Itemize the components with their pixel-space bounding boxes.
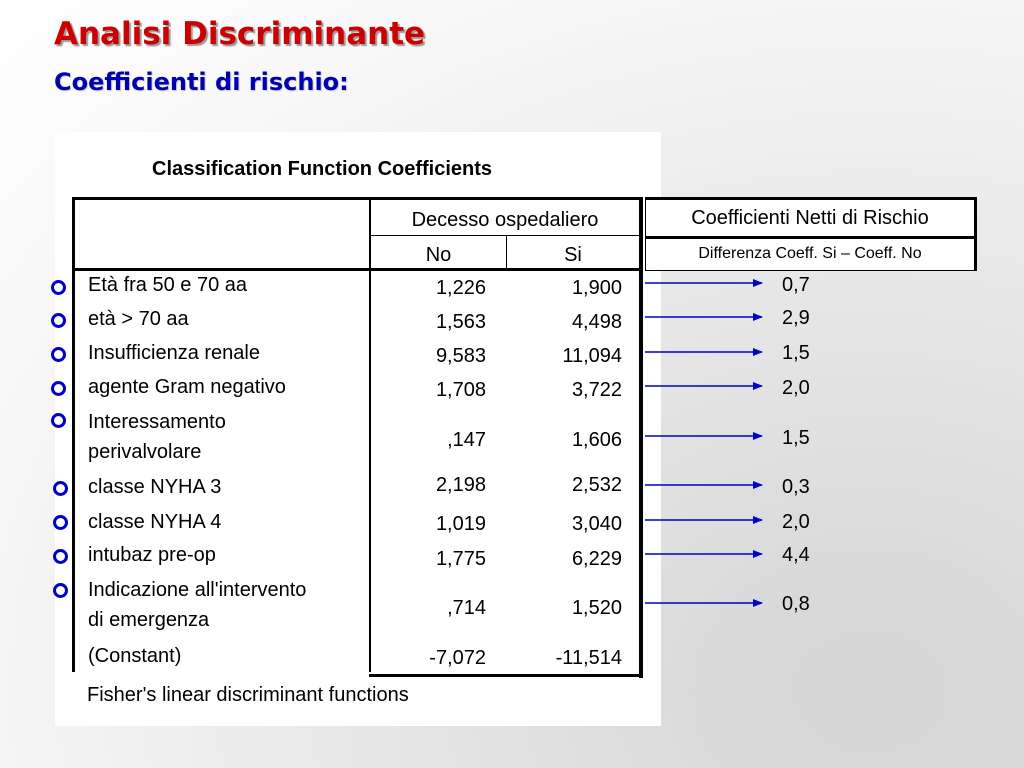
circle-bullet-icon <box>53 549 68 564</box>
value-si: 1,520 <box>571 597 622 619</box>
row-label: Insufficienza renale <box>88 342 260 364</box>
value-no: 1,775 <box>435 548 486 570</box>
net-value: 0,7 <box>782 274 810 296</box>
row-label-line2: di emergenza <box>88 609 210 631</box>
value-si: 2,532 <box>571 474 622 496</box>
row-label: Indicazione all'intervento <box>88 579 307 601</box>
row-label: Età fra 50 e 70 aa <box>88 274 248 296</box>
constant-si: -11,514 <box>555 647 622 669</box>
value-no: 1,226 <box>435 277 486 299</box>
row-label: classe NYHA 4 <box>88 511 222 533</box>
column-header-no: No <box>425 244 452 266</box>
circle-bullet-icon <box>51 313 66 328</box>
table-top-border <box>72 197 643 200</box>
column-header-si: Si <box>564 244 582 266</box>
value-no: ,147 <box>447 429 486 451</box>
group-header-underline <box>369 235 641 236</box>
circle-bullet-icon <box>53 481 68 496</box>
circle-bullet-icon <box>51 381 66 396</box>
row-label: intubaz pre-op <box>88 544 216 566</box>
circle-bullet-icon <box>51 347 66 362</box>
value-si: 3,040 <box>571 513 622 535</box>
net-value: 2,0 <box>782 377 810 399</box>
value-si: 1,900 <box>571 277 622 299</box>
net-coefficients-subheader: Differenza Coeff. Si – Coeff. No <box>698 245 922 262</box>
net-value: 2,0 <box>782 511 810 533</box>
row-label: età > 70 aa <box>88 308 189 330</box>
net-value: 4,4 <box>782 544 810 566</box>
value-si: 1,606 <box>571 429 622 451</box>
value-no: 1,019 <box>435 513 486 535</box>
value-no: 1,708 <box>435 379 486 401</box>
net-value: 1,5 <box>782 427 810 449</box>
constant-no: -7,072 <box>429 647 486 669</box>
group-header: Decesso ospedaliero <box>411 209 599 231</box>
page-title: Analisi Discriminante <box>54 16 426 52</box>
value-si: 3,722 <box>571 379 622 401</box>
table-caption: Classification Function Coefficients <box>152 158 493 180</box>
value-no: ,714 <box>447 597 486 619</box>
value-si: 11,094 <box>562 345 622 367</box>
table-bottom-border <box>369 674 643 677</box>
net-coefficients-header-box <box>645 197 977 271</box>
value-si: 4,498 <box>571 311 622 333</box>
net-value: 0,8 <box>782 593 810 615</box>
row-label: classe NYHA 3 <box>88 476 222 498</box>
net-value: 2,9 <box>782 307 810 329</box>
value-no: 9,583 <box>435 345 486 367</box>
net-value: 0,3 <box>782 476 810 498</box>
net-value: 1,5 <box>782 342 810 364</box>
value-no: 1,563 <box>435 311 486 333</box>
page-subtitle: Coefficienti di rischio: <box>54 68 349 96</box>
circle-bullet-icon <box>51 413 66 428</box>
row-label: agente Gram negativo <box>88 376 286 398</box>
circle-bullet-icon <box>53 583 68 598</box>
value-no: 2,198 <box>435 474 486 496</box>
row-label: Interessamento <box>88 411 226 433</box>
circle-bullet-icon <box>51 280 66 295</box>
circle-bullet-icon <box>53 515 68 530</box>
value-si: 6,229 <box>571 548 622 570</box>
table-footnote: Fisher's linear discriminant functions <box>87 684 409 706</box>
net-coefficients-header: Coefficienti Netti di Rischio <box>646 200 974 239</box>
constant-label: (Constant) <box>88 645 182 667</box>
row-label-line2: perivalvolare <box>88 441 202 463</box>
